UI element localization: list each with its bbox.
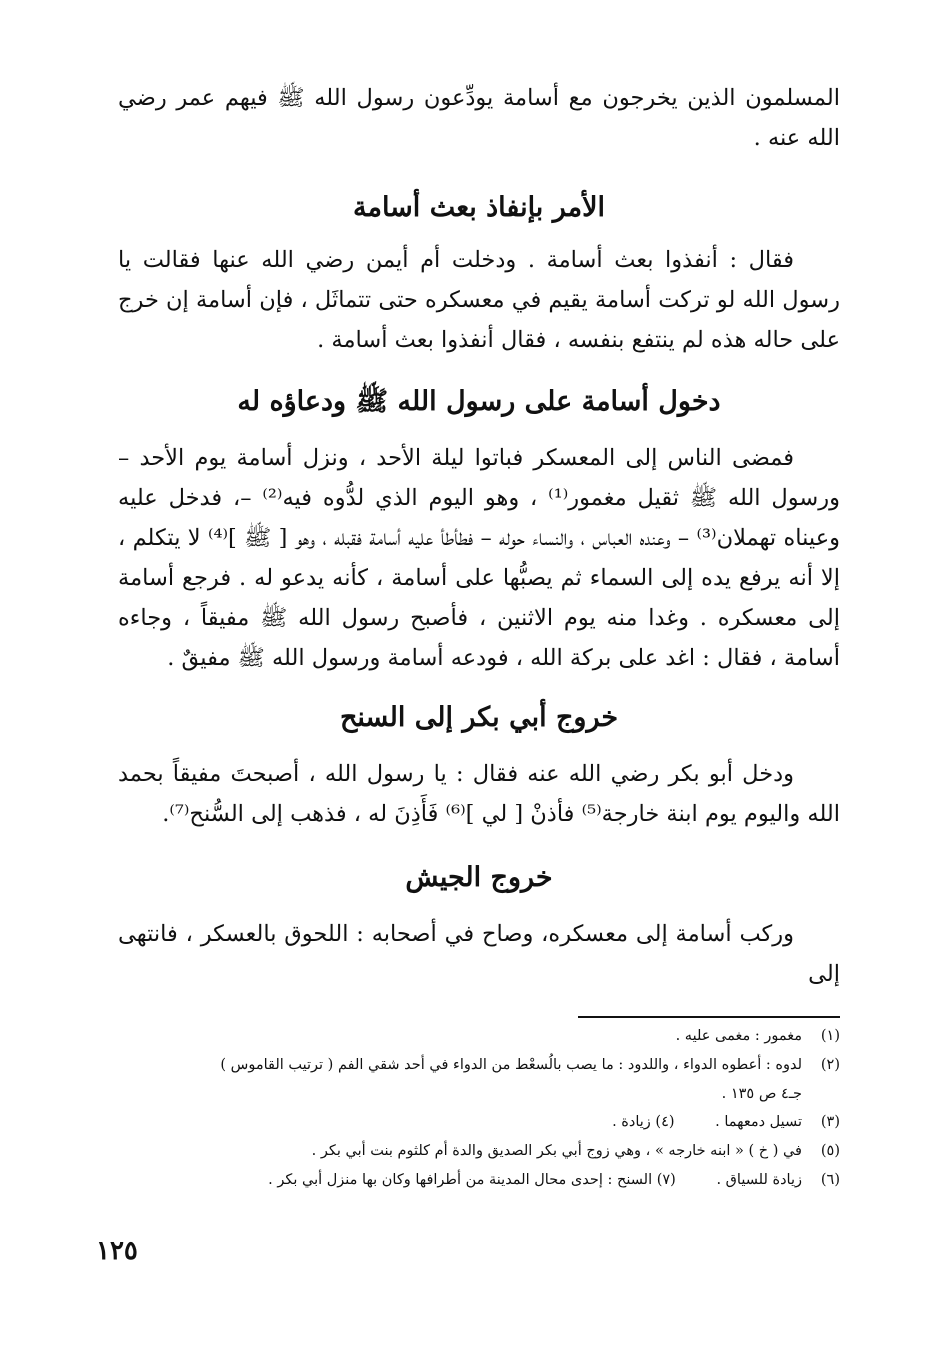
page-number: ١٢٥ — [96, 1236, 138, 1266]
heading-usama-visit: دخول أسامة على رسول الله ﷺ ودعاؤه له — [237, 386, 721, 417]
footnote-text: لدوه : أعطوه الدواء ، واللدود : ما يصب بالُسعْط من الدواء في أحد شقي الفم ( ترتيب القاموس ) — [220, 1057, 802, 1073]
footnote-divider — [578, 1016, 840, 1018]
footnote-number: (٢) — [820, 1057, 840, 1073]
footnote-number: (١) — [820, 1028, 840, 1044]
footnote-text: زيادة للسياق . — [716, 1172, 802, 1188]
footnote-text: تسيل دمعهما . — [715, 1114, 802, 1130]
paragraph-army: وركب أسامة إلى معسكره، وصاح في أصحابه : اللحوق بالعسكر ، فانتهى إلى — [118, 921, 840, 987]
footnote-1 — [100, 1022, 840, 1051]
footnote-4: (٤) زيادة . — [612, 1114, 675, 1130]
footnote-6 — [100, 1166, 840, 1195]
footnote-number: (٥) — [820, 1143, 840, 1159]
footnote-text: في ( خ ) « ابنه خارجه » ، وهي زوج أبي بكر الصديق والدة أم كلثوم بنت أبي بكر . — [311, 1143, 802, 1159]
footnote-2 — [100, 1051, 840, 1080]
paragraph-abubakr: ودخل أبو بكر رضي الله عنه فقال : يا رسول الله ، أصبحتَ مفيقاً بحمد الله واليوم يوم ابنة خارجة⁽⁵⁾ فأذنْ [ لي ]⁽⁶⁾ فَأَذِنَ له ، فذهب إلى السُّنح⁽⁷⁾. — [118, 761, 840, 827]
footnote-5 — [100, 1137, 840, 1166]
footnote-2-continuation: جـ٤ ص ١٣٥ . — [721, 1086, 802, 1102]
footnote-7: (٧) السنح : إحدى محال المدينة من أطرافها وكان بها منزل أبي بكر . — [268, 1172, 676, 1188]
paragraph-execute: فقال : أنفذوا بعث أسامة . ودخلت أم أيمن رضي الله عنها فقالت يا رسول الله لو تركت أسامة يقيم في معسكره حتى تتماثَل ، فإن أسامة إن خرج على حاله هذه لم ينتفع بنفسه ، فقال أنفذوا بعث أسامة . — [118, 247, 840, 353]
paragraph-intro: المسلمون الذين يخرجون مع أسامة يودِّعون رسول الله ﷺ فيهم عمر رضي الله عنه . — [118, 85, 840, 151]
heading-abubakr-sunh: خروج أبي بكر إلى السنح — [339, 702, 619, 733]
paragraph-usama-visit: فمضى الناس إلى المعسكر فباتوا ليلة الأحد ، ونزل أسامة يوم الأحد – ورسول الله ﷺ ثقيل مغمور⁽¹⁾ ، وهو اليوم الذي لدُّوه فيه⁽²⁾ –، فدخل عليه وعيناه تهملان⁽³⁾ – وعنده العباس ، والنساء حوله – فطأطأ عليه أسامة فقبله ، وهو [ ﷺ ]⁽⁴⁾ لا يتكلم ، إلا أنه يرفع يده إلى السماء ثم يصبُّها على أسامة ، كأنه يدعو له . فرجع أسامة إلى معسكره . وغدا منه يوم الاثنين ، فأصبح رسول الله ﷺ مفيقاً ، وجاءه أسامة ، فقال : اغد على بركة الله ، فودعه أسامة ورسول الله ﷺ مفيقٌ . — [118, 445, 840, 671]
heading-order-execute: الأمر بإنفاذ بعث أسامة — [353, 192, 605, 223]
footnote-text: مغمور : مغمى عليه . — [675, 1028, 802, 1044]
heading-army-departure: خروج الجيش — [405, 862, 553, 893]
footnote-3 — [100, 1108, 840, 1137]
footnote-number: (٦) — [820, 1172, 840, 1188]
page-body — [118, 78, 840, 994]
footnote-number: (٣) — [820, 1114, 840, 1130]
footnotes — [100, 1022, 840, 1195]
